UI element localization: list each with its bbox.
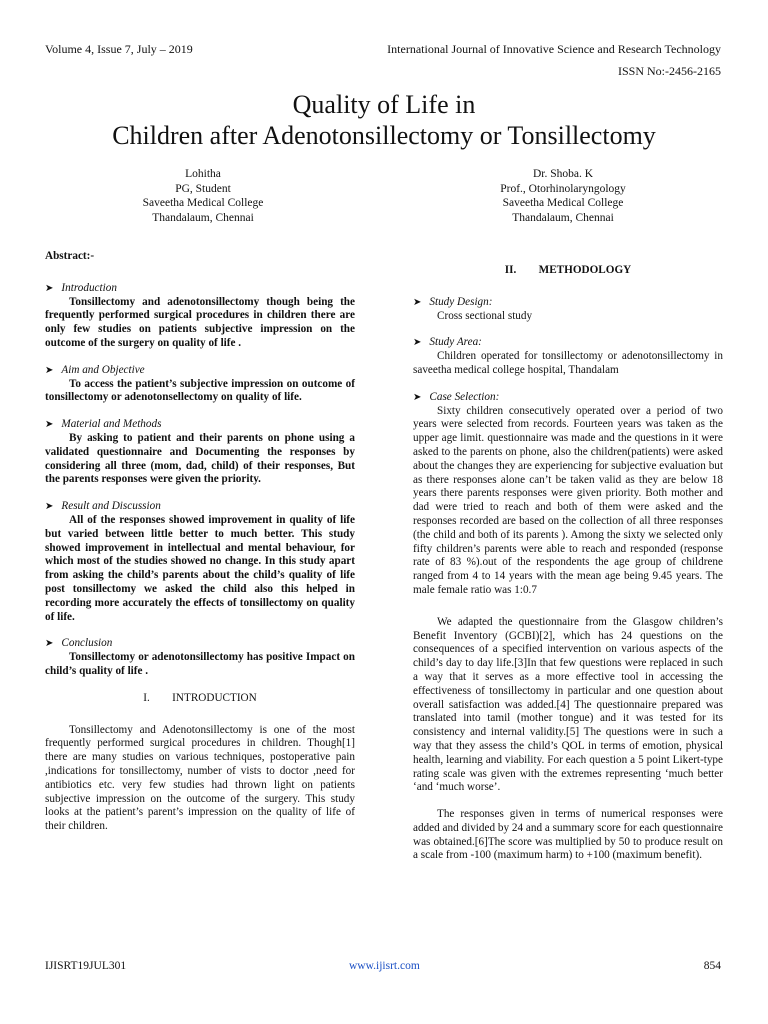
study-area-text: Children operated for tonsillectomy or adenotonsillectomy in saveetha medical college hospital, Thandalam — [413, 350, 723, 376]
abstract-introduction-heading: ➤ Introduction — [45, 281, 117, 294]
author-block-2 — [438, 167, 688, 225]
arrow-bullet-icon: ➤ — [45, 282, 54, 294]
abstract-results-text: All of the responses showed improvement in quality of life but varied between little better to much better. This study showed improvement in intellectual and mental behaviour, for which most of the studies showed no change. In this study apart from asking the child’s parents about the child’s quality of life post tonsillectomy we asked the child also this helped in recording more accurately the effects of tonsillectomy on quality of life. — [45, 513, 355, 623]
author-role: Prof., Otorhinolaryngology — [500, 182, 626, 195]
arrow-bullet-icon: ➤ — [45, 419, 54, 431]
abstract-conclusion-text: Tonsillectomy or adenotonsillectomy has positive Impact on child’s quality of life . — [45, 651, 355, 677]
abstract-methods-heading: ➤ Material and Methods — [45, 418, 162, 431]
questionnaire-paragraph: We adapted the questionnaire from the Glasgow children’s Benefit Inventory (GCBI)[2], which has 24 questions on the consequences of a specified intervention on various aspects of the child’s day to day life.[3]In that few questions were replaced in such a way that it serves as a more effective tool in accessing the effectiveness of tonsillectomy in particular and one question about overall satisfaction was added.[4] The questionnaire prepared was translated into tamil (mother tongue) and it was tested for its consistency and internal validity.[5] The questions were in such a way that they assess the child’s QOL in terms of emotion, physical health, learning and viability. For each question a 5 point Likert-type rating scale was given with the extremes representing ‘much better ‘and ‘much worse’. — [413, 615, 723, 794]
arrow-bullet-icon: ➤ — [45, 638, 54, 650]
arrow-bullet-icon: ➤ — [413, 391, 422, 403]
arrow-bullet-icon: ➤ — [45, 501, 54, 513]
author-place: Thandalaum, Chennai — [512, 211, 614, 224]
author-block-1 — [78, 167, 328, 225]
scoring-paragraph: The responses given in terms of numerical responses were added and divided by 24 and a summary score for each questionnaire was obtained.[6]The score was multiplied by 50 to produce result on a scale from -100 (maximum harm) to +100 (maximum benefit). — [413, 808, 723, 862]
footer-page-number: 854 — [703, 960, 721, 972]
author-role: PG, Student — [175, 182, 231, 195]
left-column — [45, 250, 355, 834]
study-design-label: ➤ Study Design: — [413, 295, 493, 308]
footer-paper-id: IJISRT19JUL301 — [45, 960, 127, 972]
introduction-text: Tonsillectomy and Adenotonsillectomy is one of the most frequently performed surgical procedures in children. Though[1] there are many studies on various techniques, postoperative pain ,indications for tonsillectomy, number of vists to doctor ,need for antibiotics etc. very few studies had thrown light on patients subjective impression on the outcome of the surgery. This study looks at the patient’s parent’s impression on the quality of life of their children. — [45, 723, 355, 833]
abstract-aim-heading: ➤ Aim and Objective — [45, 363, 145, 376]
footer-website-link[interactable]: www.ijisrt.com — [349, 960, 420, 972]
author-name: Dr. Shoba. K — [532, 168, 594, 180]
case-selection-text: Sixty children consecutively operated over a period of two years were selected from records. Fourteen years was taken as the upper age limit. questionnaire was made and the questions in it were asked to the parents on phone, also the children(patients) were asked about the changes they are experiencing for subjective evaluation but as there responses alone can’t be taken valid as they are below 18 years there parents responses were given priority. Both mother and dad were tried to reach and both of them were asked and the responses recorded are based on the collection of all three responses (the child and both of its parents ). Among the sixty we selected only fifty children’s parents were able to reach and responded (response rate of 83 %).out of the respondents the age group of childrene ranged from 4 to 14 years with the mean age being 9.45 years. The male female ratio was 1:0.7 — [413, 404, 723, 596]
abstract-aim-text: To access the patient’s subjective impression on outcome of tonsillectomy or adenotonsellectomy on quality of life. — [45, 377, 355, 404]
introduction-heading: I. INTRODUCTION — [143, 691, 257, 704]
volume-info: Volume 4, Issue 7, July – 2019 — [45, 42, 193, 56]
issn: ISSN No:-2456-2165 — [617, 64, 721, 78]
abstract-results-heading: ➤ Result and Discussion — [45, 500, 161, 513]
author-college: Saveetha Medical College — [502, 197, 624, 209]
abstract-introduction-text: Tonsillectomy and adenotonsillectomy though being the frequently performed surgical procedures in children there are only few studies on patients subjective impression on the outcome of the surgery on quality of life . — [45, 295, 355, 349]
journal-name: International Journal of Innovative Science and Research Technology — [387, 42, 721, 56]
paper-title-line2: Children after Adenotonsillectomy or Tonsillectomy — [112, 121, 656, 150]
arrow-bullet-icon: ➤ — [45, 364, 54, 376]
author-name: Lohitha — [185, 168, 221, 180]
abstract-label: Abstract:- — [45, 250, 95, 262]
arrow-bullet-icon: ➤ — [413, 296, 422, 308]
case-selection-label: ➤ Case Selection: — [413, 390, 500, 403]
author-place: Thandalaum, Chennai — [152, 211, 254, 224]
methodology-heading: II. METHODOLOGY — [504, 264, 632, 276]
abstract-methods-text: By asking to patient and their parents on phone using a validated questionnaire and Documenting the responses by considering all three (mom, dad, child) of their responses, But the parents responses were given the priority. — [45, 431, 355, 486]
paper-title-line1: Quality of Life in — [292, 90, 476, 119]
study-area-label: ➤ Study Area: — [413, 336, 482, 349]
author-college: Saveetha Medical College — [142, 197, 264, 209]
arrow-bullet-icon: ➤ — [413, 337, 422, 349]
right-column — [413, 264, 723, 863]
abstract-conclusion-heading: ➤ Conclusion — [45, 637, 113, 650]
study-design-text: Cross sectional study — [437, 309, 533, 322]
